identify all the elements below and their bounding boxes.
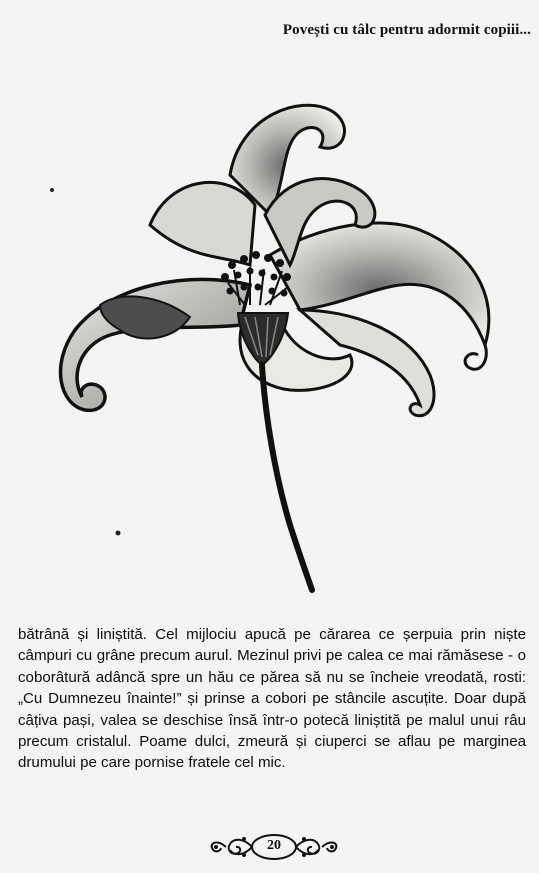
body-paragraph: bătrână și liniștită. Cel mijlociu apucă pe cărarea ce șerpuia prin niște câmpuri cu grâne precum aurul. Mezinul privi pe calea ce mai rămăsese - o coborâtură adâncă spre un hău ce părea să nu se încheie vreodată, rosti: „Cu Dumnezeu înainte!” și prinse a cobori pe stâncile ascuțite. Doar după câțiva pași, valea se deschise însă într-o potecă liniștită pe malul unui râu precum cristalul. Poame dulci, zmeură și ciuperci se aflau pe marginea drumului pe care pornise fratele cel mic.: [18, 626, 526, 772]
running-header: Povești cu tâlc pentru adormit copiii...: [282, 22, 531, 38]
page-number: 20: [267, 838, 281, 853]
illustration: [0, 55, 539, 625]
page-footer: [0, 828, 539, 868]
lily-flower-drawing: [0, 55, 539, 625]
